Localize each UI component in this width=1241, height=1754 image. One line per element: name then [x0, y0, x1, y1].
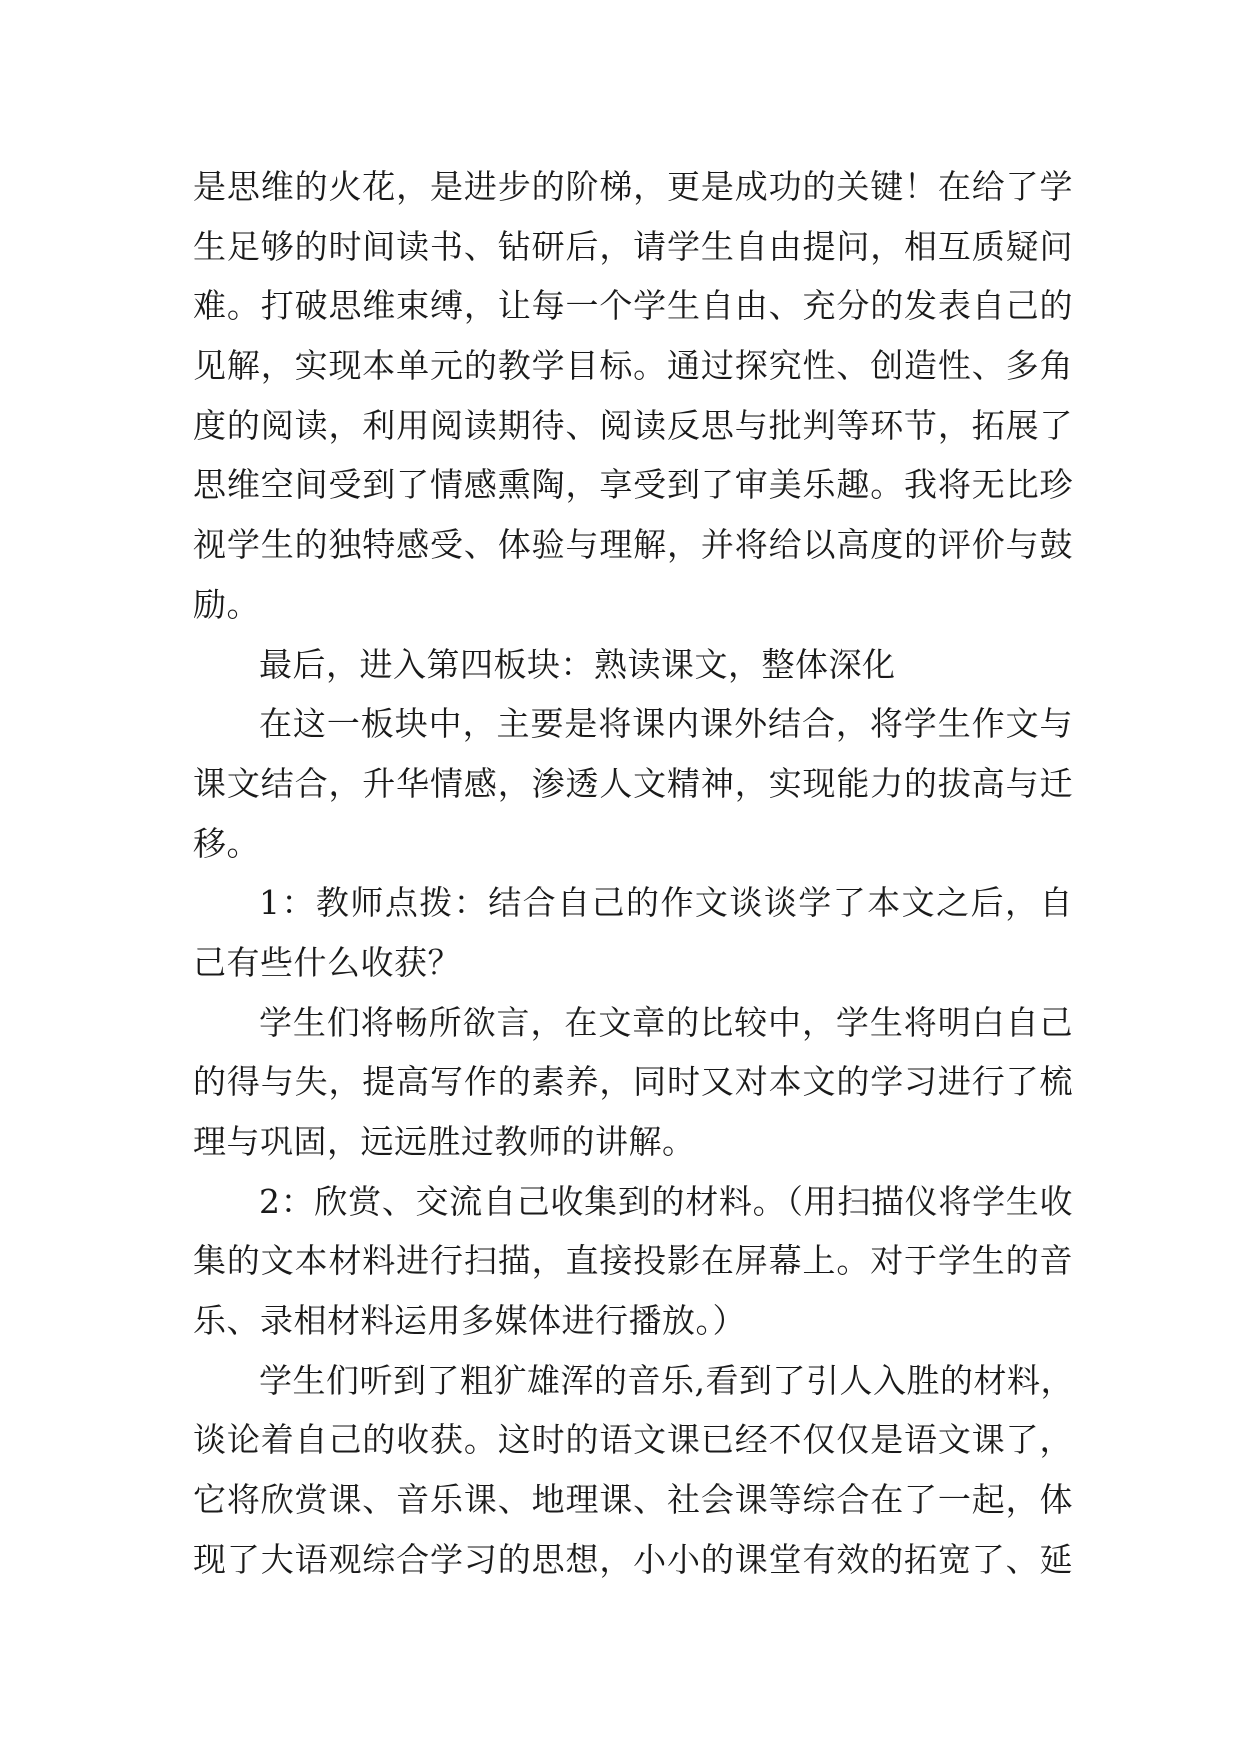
text-line: 的得与失，提高写作的素养，同时又对本文的学习进行了梳 — [193, 1062, 1073, 1102]
text-line: 学生们将畅所欲言，在文章的比较中，学生将明白自己 — [259, 1002, 1073, 1042]
text-line: 谈论着自己的收获。这时的语文课已经不仅仅是语文课了， — [193, 1420, 1073, 1460]
text-line: 度的阅读，利用阅读期待、阅读反思与批判等环节，拓展了 — [193, 405, 1073, 445]
text-line: 课文结合，升华情感，渗透人文精神，实现能力的拔高与迁 — [193, 763, 1073, 803]
text-line: 最后，进入第四板块：熟读课文，整体深化 — [259, 644, 896, 684]
text-line: 理与巩固，远远胜过教师的讲解。 — [193, 1122, 696, 1161]
text-line: 1：教师点拨：结合自己的作文谈谈学了本文之后，自 — [259, 883, 1073, 923]
text-line: 是思维的火花，是进步的阶梯，更是成功的关键！在给了学 — [193, 167, 1073, 206]
text-line: 在这一板块中，主要是将课内课外结合，将学生作文与 — [259, 704, 1073, 744]
text-line: 集的文本材料进行扫描，直接投影在屏幕上。对于学生的音 — [193, 1241, 1073, 1281]
text-line: 学生们听到了粗犷雄浑的音乐,看到了引人入胜的材料， — [259, 1360, 1074, 1400]
text-line: 2：欣赏、交流自己收集到的材料。（用扫描仪将学生收 — [259, 1181, 1073, 1221]
text-line: 难。打破思维束缚，让每一个学生自由、充分的发表自己的 — [193, 286, 1073, 326]
text-line: 它将欣赏课、音乐课、地理课、社会课等综合在了一起，体 — [193, 1480, 1073, 1520]
text-line: 移。 — [193, 823, 260, 863]
text-line: 己有些什么收获？ — [193, 942, 461, 982]
text-line: 生足够的时间读书、钻研后，请学生自由提问，相互质疑问 — [193, 226, 1073, 266]
text-line: 现了大语观综合学习的思想，小小的课堂有效的拓宽了、延 — [193, 1539, 1073, 1579]
text-line: 乐、录相材料运用多媒体进行播放。） — [193, 1301, 746, 1341]
text-line: 视学生的独特感受、体验与理解，并将给以高度的评价与鼓 — [193, 525, 1073, 565]
text-line: 见解，实现本单元的教学目标。通过探究性、创造性、多角 — [193, 346, 1073, 386]
text-line: 思维空间受到了情感熏陶，享受到了审美乐趣。我将无比珍 — [193, 465, 1073, 505]
body-text — [193, 157, 1073, 1590]
text-line: 励。 — [193, 584, 260, 624]
